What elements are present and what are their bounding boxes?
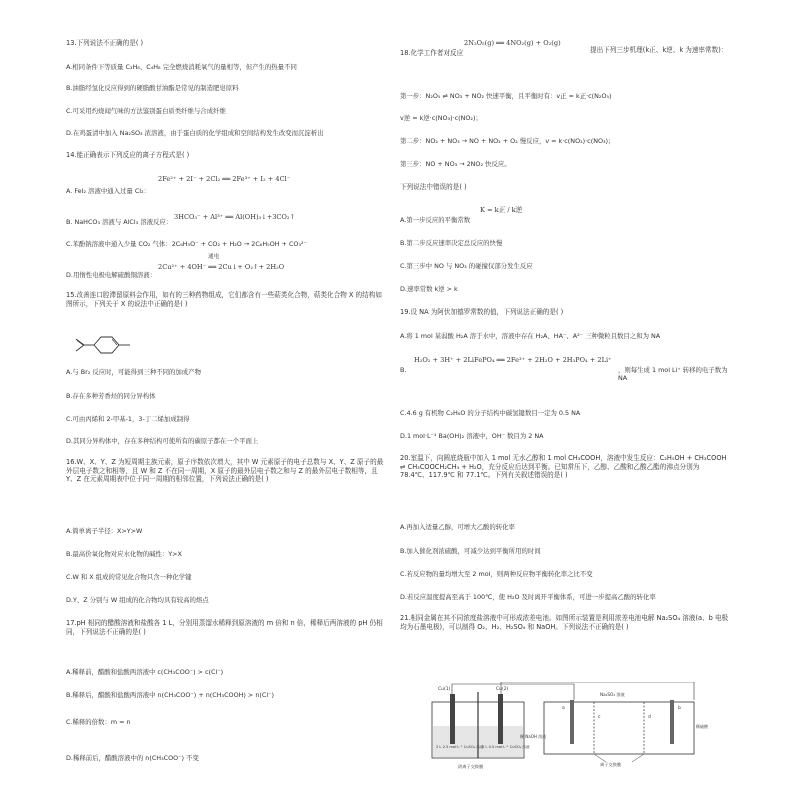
q20-stem: 20.室温下，向圆底烧瓶中加入 1 mol 无水乙醇和 1 mol CH₃COOH，溶液中发生反应：C₂H₅OH + CH₃COOH ⇌ CH₃COOCH₂CH₃ + H₂O，充分反应后达到平衡。已知常压下，乙醇、乙酸和乙酸乙酯的沸点分别为 78.4℃、117.9℃ 和 77.1℃。下列有关叙述错误的是( ) [400, 454, 727, 480]
q18-option-b: B.第二步反应速率决定总反应的快慢 [400, 239, 503, 247]
q19-option-d: D.1 mol·L⁻¹ Ba(OH)₂ 溶液中，OH⁻ 数目为 2 NA [400, 432, 544, 440]
terpene-x-structure-figure [74, 329, 136, 363]
q18-option-a: A.第一步反应的平衡常数 [400, 216, 471, 224]
label-membrane1: 阴离子交换膜 [458, 764, 484, 769]
q17-option-c: C.稀释的倍数：m = n [66, 718, 131, 726]
label-a: a [562, 706, 565, 711]
q14-option-a: A. FeI₂ 溶液中通入过量 Cl₂： [66, 187, 151, 195]
q15-option-c: C.可由丙烯和 2-甲基-1，3-丁二烯加成制得 [66, 415, 190, 423]
q13-option-b: B.油脂经氢化反应得到的硬脂酸甘油酯是常见的制造肥皂原料 [66, 84, 239, 92]
q13-option-a: A.相同条件下等质量 C₃H₈、C₄H₈ 完全燃烧消耗氧气的量相等，但产生的热量不同 [66, 63, 297, 71]
label-c: c [598, 715, 601, 720]
q14-option-d: D.用惰性电极电解硫酸铜溶液： [66, 271, 157, 279]
q18-question: 下列说法中错误的是( ) [400, 183, 467, 191]
q18-step-2: 第二步：NO₂ + NO₃ → NO + NO₂ + O₂ 慢反应，v = k·c(NO₂)·c(NO₃)； [400, 137, 615, 145]
q15-option-d: D.其同分异构体中，存在多种结构可使所有的碳原子都在一个平面上 [66, 437, 259, 445]
label-membrane2: 离子交换膜 [600, 762, 621, 767]
q20-option-a: A.再加入适量乙醇，可增大乙酸的转化率 [400, 523, 515, 531]
q14-b-equation: 3HCO₃⁻ + Al³⁺ ══ Al(OH)₃↓+3CO₂↑ [174, 213, 296, 221]
q18-step-1-reverse: v逆 = k逆·c(NO₃)·c(NO₂)； [400, 114, 482, 122]
q19-b-equation: H₂O₂ + 3H⁺ + 2LiFePO₄ ══ 2Fe³⁺ + 2H₂O + 2H₃PO₄ + 2Li⁺ [414, 356, 612, 364]
q18-option-c: C.第三步中 NO 与 NO₃ 的碰撞仅部分发生反应 [400, 262, 533, 270]
q18-option-d: D.速率常数 k逆 > k [400, 285, 458, 293]
q18-stem-tail: 提出下列三步机理(k正、k逆、k 为速率常数)： [590, 46, 728, 54]
q14-option-b: B. NaHCO₃ 溶液与 AlCl₃ 溶液反应： [66, 218, 173, 226]
q19-option-b: B. [400, 366, 407, 374]
label-cu1: Cu(1) [438, 687, 451, 692]
q17-option-a: A.稀释前，醋酸和盐酸两溶液中 c(CH₃COO⁻) > c(Cl⁻) [66, 668, 224, 676]
q19-stem: 19.设 NA 为阿伏加德罗常数的值，下列说法正确的是( ) [400, 308, 564, 316]
q14-a-equation: 2Fe²⁺ + 2I⁻ + 2Cl₂ ══ 2Fe³⁺ + I₂ + 4Cl⁻ [158, 175, 291, 183]
q20-option-b: B.加入催化剂浓硫酸，可减少达到平衡所用的时间 [400, 547, 541, 555]
q18-stem: 18.化学工作者对反应 [400, 49, 464, 57]
label-cu2: Cu(2) [496, 687, 509, 692]
q15-option-a: A.与 Br₂ 反应时，可能得到三种不同的加成产物 [66, 368, 201, 376]
q13-stem: 13.下列说法不正确的是( ) [66, 39, 144, 47]
q16-stem: 16.W、X、Y、Z 为短周期主族元素，原子序数依次增大，其中 W 元素原子的电子总数与 X、Y、Z 原子的最外层电子数之和相等，且 W 和 Z 不在同一周期，X 原子的最外层电子数之和与 Z 的最外层电子数相等，且 Y、Z 在元素周期表中位于同一周期的相邻位置，下列说法正确的是( ) [66, 458, 384, 484]
q18-step-3: 第三步：NO + NO₃ → 2NO₂ 快反应。 [400, 160, 511, 168]
label-na2so4: Na₂SO₄ 溶液 [600, 692, 625, 697]
q16-option-a: A.简单离子半径：X>Y>W [66, 527, 143, 535]
q16-option-d: D.Y、Z 分别与 W 组成的化合物均具有较高的熔点 [66, 596, 209, 604]
q21-stem: 21.相同金属在其不同浓度盐溶液中可形成浓差电池。如图所示装置是利用浓差电池电解 Na₂SO₄ 溶液(a、b 电极均为石墨电极)，可以制得 O₂、H₂、H₂SO₄ 和 NaOH。下列说法不正确的是( ) [400, 614, 729, 631]
q14-stem: 14.能正确表示下列反应的离子方程式是( ) [66, 151, 190, 159]
q20-option-d: D.若反应温度提高至高于 100℃，使 H₂O 及时离开平衡体系，可进一步提高乙酸的转化率 [400, 593, 656, 601]
label-sol1: 2 L 2.5 mol·L⁻¹ CuSO₄ 溶液 [436, 745, 484, 749]
concentration-cell-diagram [424, 682, 724, 774]
q14-d-equation: 2Cu²⁺ + 4OH⁻ ══ 2Cu↓+ O₂↑+ 2H₂O [158, 263, 285, 271]
q16-option-b: B.最高价氧化物对应水化物的碱性：Y>X [66, 550, 182, 558]
q18-equation: 2N₂O₅(g) ══ 4NO₂(g) + O₂(g) [464, 39, 561, 47]
q15-option-b: B.存在多种芳香烃的同分异构体 [66, 392, 156, 400]
label-naoh: 稀 NaOH 溶液 [520, 734, 547, 739]
label-b: b [678, 706, 681, 711]
q15-stem: 15.改善连口腔滞留原料会作用，如有的三种药物组成，它们都含有一些萜类化合物，萜类化合物 X 的结构如图所示，下列关于 X 的说法中正确的是( ) [66, 291, 382, 308]
q20-option-c: C.若反应物的量均增大至 2 mol，则两种反应物平衡转化率之比不变 [400, 570, 593, 578]
label-h2so4: 稀硫酸 [696, 724, 708, 729]
q16-option-c: C.W 和 X 组成的常见化合物只含一种化学键 [66, 573, 192, 581]
q17-stem: 17.pH 相同的醋酸溶液和盐酸各 1 L，分别用蒸馏水稀释到原溶液的 m 倍和 n 倍，稀释后两溶液的 pH 仍相同，下列说法不正确的是( ) [66, 619, 383, 636]
q18-step-1: 第一步：N₂O₅ ⇌ NO₃ + NO₂ 快速平衡，且平衡时有：v正 = k正·c(N₂O₅) [400, 92, 612, 100]
q19-option-a: A.将 1 mol 某弱酸 H₂A 溶于水中，溶液中存在 H₂A、HA⁻、A²⁻ 三种微粒且数目之和为 NA [400, 332, 661, 340]
q17-option-d: D.稀释前后，醋酸溶液中的 n(CH₃COO⁻) 不变 [66, 754, 199, 762]
q19-option-b-tail: ，则每生成 1 mol Li⁺ 转移的电子数为 NA [618, 366, 728, 383]
q14-option-c: C.苯酚钠溶液中通入少量 CO₂ 气体：2C₆H₅O⁻ + CO₂ + H₂O → 2C₆H₅OH + CO₃²⁻ [66, 240, 307, 248]
q19-option-c: C.4.6 g 有机物 C₂H₆O 的分子结构中碳氢键数目一定为 0.5 NA [400, 409, 581, 417]
label-d: d [648, 715, 651, 720]
q18-k-formula: K = k正 / k逆 [480, 206, 523, 214]
q13-option-c: C.可采用灼烧闻气味的方法鉴别蛋白质类纤维与合成纤维 [66, 107, 226, 115]
q17-option-b: B.稀释后，醋酸和盐酸两溶液中 n(CH₃COO⁻) + n(CH₃COOH) > n(Cl⁻) [66, 691, 274, 699]
q13-option-d: D.在鸡蛋清中加入 Na₂SO₄ 浓溶液，由于蛋白质的化学组成和空间结构发生改变而沉淀析出 [66, 129, 324, 137]
q14-d-condition: 通电 [208, 254, 220, 260]
label-sol2: 2 L 0.5 mol·L⁻¹ CuSO₄ 溶液 [482, 745, 530, 749]
